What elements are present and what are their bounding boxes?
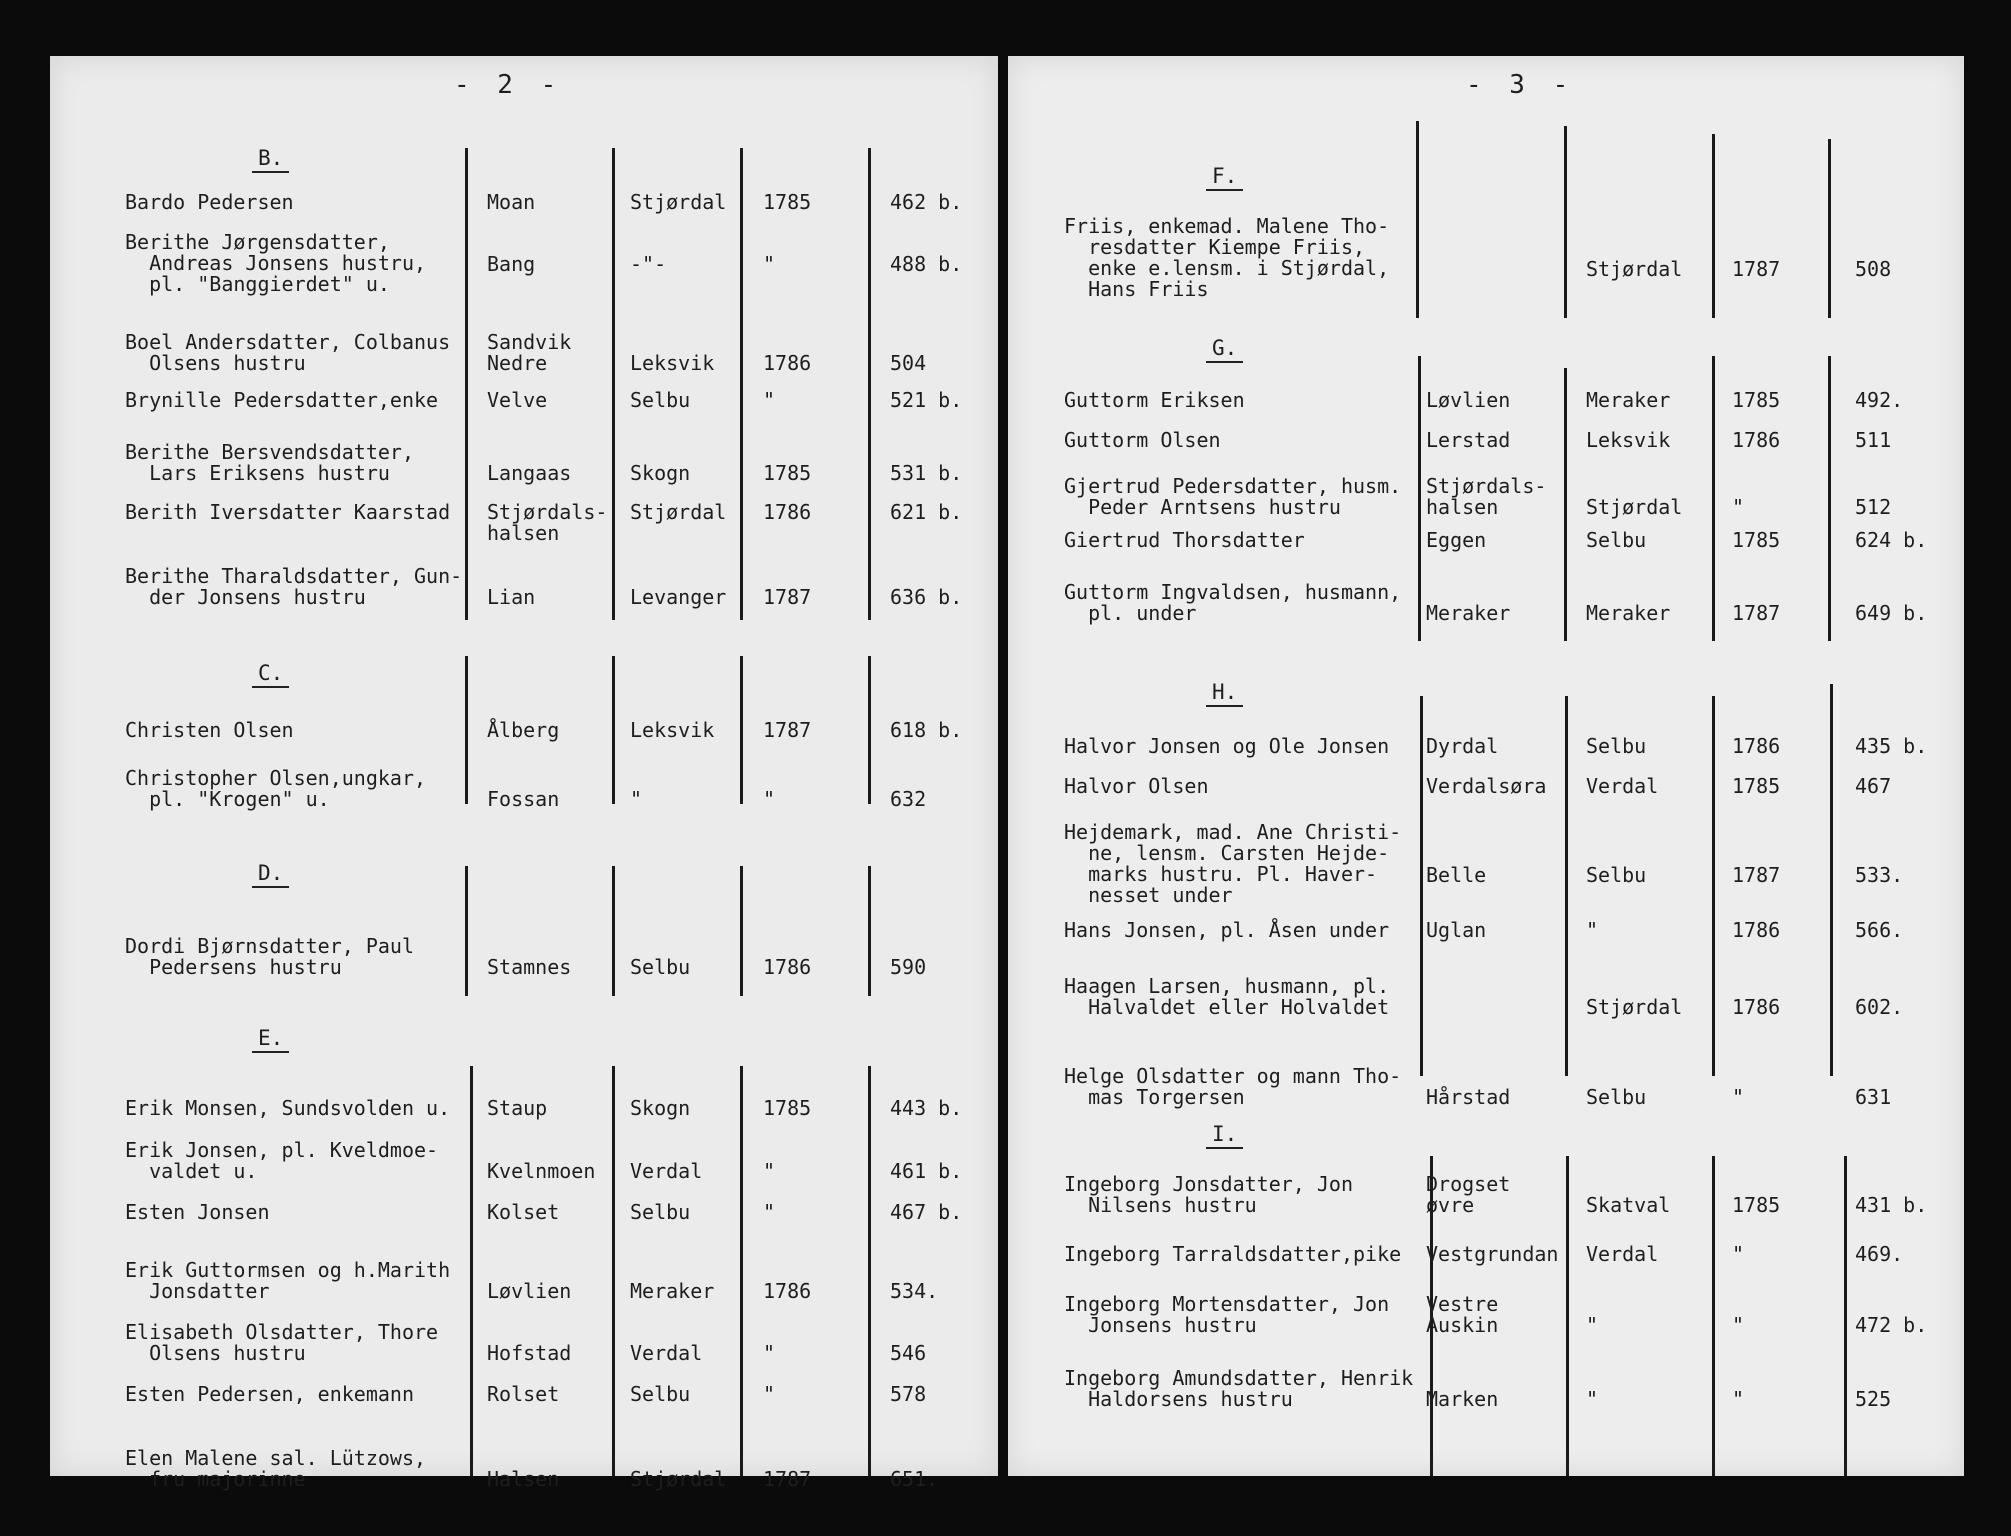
entry-ref: 649 b. (1855, 601, 1928, 625)
entry-parish: Skogn (630, 461, 691, 485)
entry-year: 1786 (1732, 428, 1781, 452)
entry-farm: Bang (487, 252, 536, 276)
entry-parish: Stjørdal (1586, 495, 1683, 519)
column-rule (1828, 139, 1831, 318)
right-page (1008, 56, 1964, 1476)
column-rule (1712, 134, 1715, 318)
entry-farm: Kvelnmoen (487, 1159, 596, 1183)
entry-parish: Selbu (630, 1382, 691, 1406)
entry-name: Gjertrud Pedersdatter, husm. Peder Arntsens hustru (1064, 474, 1402, 519)
column-rule (612, 1066, 615, 1476)
entry-year: 1786 (763, 955, 812, 979)
entry-parish: Meraker (1586, 601, 1671, 625)
column-rule (612, 866, 615, 996)
entry-farm: Ålberg (487, 718, 560, 742)
entry-parish: Stjørdal (630, 190, 727, 214)
entry-ref: 631 (1855, 1085, 1892, 1109)
entry-parish: " (1586, 918, 1599, 942)
entry-ref: 508 (1855, 257, 1892, 281)
entry-year: 1785 (1732, 1193, 1781, 1217)
entry-parish: Selbu (1586, 1085, 1647, 1109)
entry-name: Elisabeth Olsdatter, Thore Olsens hustru (125, 1320, 439, 1365)
entry-farm: Fossan (487, 787, 560, 811)
column-rule (465, 866, 468, 996)
entry-ref: 469. (1855, 1242, 1904, 1266)
entry-year: 1785 (1732, 528, 1781, 552)
entry-farm: Hofstad (487, 1341, 572, 1365)
entry-year: " (1732, 1313, 1745, 1337)
column-rule (1712, 1156, 1715, 1476)
column-rule (1712, 356, 1715, 641)
column-rule (1712, 696, 1715, 1076)
column-rule (1418, 356, 1421, 641)
entry-year: 1787 (763, 1467, 812, 1491)
entry-farm: Vestre Auskin (1426, 1292, 1499, 1337)
column-rule (1564, 368, 1567, 641)
entry-ref: 511 (1855, 428, 1892, 452)
entry-ref: 467 b. (890, 1200, 963, 1224)
entry-farm: Drogset øvre (1426, 1172, 1511, 1217)
entry-year: " (1732, 1387, 1745, 1411)
entry-ref: 534. (890, 1279, 939, 1303)
entry-name: Esten Pedersen, enkemann (125, 1382, 414, 1406)
section-letter-g: G. (1206, 336, 1243, 363)
entry-name: Erik Guttormsen og h.Marith Jonsdatter (125, 1258, 451, 1303)
section-letter-b: B. (252, 146, 289, 173)
entry-year: 1786 (1732, 734, 1781, 758)
entry-year: 1785 (763, 1096, 812, 1120)
entry-parish: Skatval (1586, 1193, 1671, 1217)
entry-year: 1785 (763, 461, 812, 485)
entry-ref: 621 b. (890, 500, 963, 524)
entry-name: Ingeborg Amundsdatter, Henrik Haldorsens hustru (1064, 1366, 1414, 1411)
entry-parish: Stjørdal (630, 500, 727, 524)
entry-name: Ingeborg Jonsdatter, Jon Nilsens hustru (1064, 1172, 1353, 1217)
entry-parish: Stjørdal (1586, 995, 1683, 1019)
entry-name: Helge Olsdatter og mann Tho- mas Torgersen (1064, 1064, 1402, 1109)
entry-year: " (763, 787, 776, 811)
entry-parish: Skogn (630, 1096, 691, 1120)
entry-year: " (1732, 1085, 1745, 1109)
entry-ref: 512 (1855, 495, 1892, 519)
entry-year: 1785 (1732, 774, 1781, 798)
entry-year: " (763, 388, 776, 412)
column-rule (740, 1066, 743, 1476)
column-rule (1830, 684, 1833, 1076)
entry-name: Esten Jonsen (125, 1200, 270, 1224)
entry-ref: 632 (890, 787, 927, 811)
entry-year: 1787 (763, 585, 812, 609)
entry-farm: Eggen (1426, 528, 1487, 552)
entry-parish: Selbu (1586, 528, 1647, 552)
entry-year: " (763, 1341, 776, 1365)
entry-farm: Vestgrundan (1426, 1242, 1559, 1266)
entry-ref: 636 b. (890, 585, 963, 609)
entry-name: Brynille Pedersdatter,enke (125, 388, 439, 412)
entry-name: Berith Iversdatter Kaarstad (125, 500, 451, 524)
entry-ref: 462 b. (890, 190, 963, 214)
entry-name: Berithe Jørgensdatter, Andreas Jonsens hustru, pl. "Banggierdet" u. (125, 230, 427, 296)
entry-ref: 521 b. (890, 388, 963, 412)
entry-parish: Leksvik (630, 718, 715, 742)
column-rule (470, 1066, 473, 1476)
entry-parish: Verdal (630, 1159, 703, 1183)
entry-name: Halvor Jonsen og Ole Jonsen (1064, 734, 1390, 758)
entry-farm: Staup (487, 1096, 548, 1120)
entry-farm: Stamnes (487, 955, 572, 979)
entry-ref: 566. (1855, 918, 1904, 942)
entry-farm: Moan (487, 190, 536, 214)
section-letter-i: I. (1206, 1122, 1243, 1149)
entry-year: " (763, 1382, 776, 1406)
entry-farm: Langaas (487, 461, 572, 485)
entry-parish: Stjørdal (1586, 257, 1683, 281)
column-rule (1566, 1156, 1569, 1476)
entry-name: Guttorm Olsen (1064, 428, 1221, 452)
entry-name: Berithe Tharaldsdatter, Gun- der Jonsens hustru (125, 564, 463, 609)
entry-name: Erik Monsen, Sundsvolden u. (125, 1096, 451, 1120)
entry-farm: Marken (1426, 1387, 1499, 1411)
column-rule (1564, 126, 1567, 318)
entry-ref: 533. (1855, 863, 1904, 887)
entry-ref: 624 b. (1855, 528, 1928, 552)
entry-ref: 431 b. (1855, 1193, 1928, 1217)
entry-year: 1786 (1732, 918, 1781, 942)
entry-ref: 618 b. (890, 718, 963, 742)
entry-ref: 590 (890, 955, 927, 979)
entry-name: Ingeborg Mortensdatter, Jon Jonsens hustru (1064, 1292, 1390, 1337)
entry-parish: Meraker (630, 1279, 715, 1303)
entry-year: " (763, 252, 776, 276)
entry-parish: Selbu (1586, 863, 1647, 887)
column-rule (1565, 696, 1568, 1076)
entry-year: 1786 (763, 351, 812, 375)
entry-year: " (763, 1159, 776, 1183)
entry-farm: Uglan (1426, 918, 1487, 942)
entry-name: Guttorm Ingvaldsen, husmann, pl. under (1064, 580, 1402, 625)
entry-year: " (1732, 1242, 1745, 1266)
entry-name: Christen Olsen (125, 718, 294, 742)
entry-name: Bardo Pedersen (125, 190, 294, 214)
entry-parish: Selbu (630, 388, 691, 412)
entry-year: 1786 (763, 500, 812, 524)
entry-parish: Selbu (630, 955, 691, 979)
entry-parish: Verdal (1586, 774, 1659, 798)
entry-farm: Halsen (487, 1467, 560, 1491)
entry-parish: " (630, 787, 643, 811)
entry-name: Boel Andersdatter, Colbanus Olsens hustru (125, 330, 451, 375)
page-number: - 3 - (1466, 70, 1575, 100)
column-rule (868, 866, 871, 996)
entry-ref: 546 (890, 1341, 927, 1365)
entry-name: Friis, enkemad. Malene Tho- resdatter Kiempe Friis, enke e.lensm. i Stjørdal, Hans Friis (1064, 214, 1390, 301)
entry-name: Christopher Olsen,ungkar, pl. "Krogen" u. (125, 766, 427, 811)
entry-parish: -"- (630, 252, 667, 276)
entry-parish: Leksvik (1586, 428, 1671, 452)
column-rule (1844, 1156, 1847, 1476)
entry-farm: Belle (1426, 863, 1487, 887)
column-rule (740, 656, 743, 804)
entry-name: Hans Jonsen, pl. Åsen under (1064, 918, 1390, 942)
entry-farm: Verdalsøra (1426, 774, 1547, 798)
entry-ref: 525 (1855, 1387, 1892, 1411)
entry-ref: 602. (1855, 995, 1904, 1019)
section-letter-c: C. (252, 661, 289, 688)
entry-year: 1786 (1732, 995, 1781, 1019)
entry-year: " (763, 1200, 776, 1224)
entry-farm: Løvlien (487, 1279, 572, 1303)
entry-name: Erik Jonsen, pl. Kveldmoe- valdet u. (125, 1138, 439, 1183)
entry-year: 1785 (763, 190, 812, 214)
entry-parish: Selbu (630, 1200, 691, 1224)
entry-year: 1785 (1732, 388, 1781, 412)
entry-name: Guttorm Eriksen (1064, 388, 1245, 412)
entry-farm: Lian (487, 585, 536, 609)
column-rule (868, 656, 871, 804)
entry-name: Halvor Olsen (1064, 774, 1209, 798)
entry-ref: 531 b. (890, 461, 963, 485)
column-rule (465, 656, 468, 804)
entry-name: Ingeborg Tarraldsdatter,pike (1064, 1242, 1402, 1266)
entry-ref: 651. (890, 1467, 939, 1491)
entry-name: Giertrud Thorsdatter (1064, 528, 1305, 552)
entry-ref: 504 (890, 351, 927, 375)
entry-farm: Stjørdals- halsen (487, 500, 608, 545)
column-rule (465, 148, 468, 620)
entry-name: Elen Malene sal. Lützows, fru majorinne (125, 1446, 427, 1491)
section-letter-f: F. (1206, 164, 1243, 191)
entry-farm: Sandvik Nedre (487, 330, 572, 375)
entry-parish: Selbu (1586, 734, 1647, 758)
column-rule (868, 1066, 871, 1476)
entry-farm: Hårstad (1426, 1085, 1511, 1109)
entry-parish: Levanger (630, 585, 727, 609)
column-rule (612, 148, 615, 620)
entry-year: 1787 (763, 718, 812, 742)
entry-ref: 488 b. (890, 252, 963, 276)
column-rule (868, 148, 871, 620)
entry-ref: 435 b. (1855, 734, 1928, 758)
entry-parish: Verdal (630, 1341, 703, 1365)
entry-ref: 443 b. (890, 1096, 963, 1120)
entry-farm: Løvlien (1426, 388, 1511, 412)
entry-farm: Dyrdal (1426, 734, 1499, 758)
entry-farm: Rolset (487, 1382, 560, 1406)
section-letter-e: E. (252, 1026, 289, 1053)
left-page (50, 56, 998, 1491)
entry-year: 1787 (1732, 601, 1781, 625)
entry-farm: Kolset (487, 1200, 560, 1224)
entry-parish: Meraker (1586, 388, 1671, 412)
entry-ref: 492. (1855, 388, 1904, 412)
entry-parish: Leksvik (630, 351, 715, 375)
entry-farm: Velve (487, 388, 548, 412)
entry-parish: " (1586, 1313, 1599, 1337)
section-letter-h: H. (1206, 680, 1243, 707)
column-rule (1420, 696, 1423, 1076)
column-rule (1828, 356, 1831, 641)
entry-ref: 467 (1855, 774, 1892, 798)
column-rule (740, 148, 743, 620)
entry-parish: Stjørdal (630, 1467, 727, 1491)
entry-parish: Verdal (1586, 1242, 1659, 1266)
column-rule (1416, 121, 1419, 318)
entry-name: Berithe Bersvendsdatter, Lars Eriksens hustru (125, 440, 414, 485)
entry-year: " (1732, 495, 1745, 519)
entry-ref: 461 b. (890, 1159, 963, 1183)
entry-farm: Meraker (1426, 601, 1511, 625)
entry-farm: Stjørdals- halsen (1426, 474, 1547, 519)
entry-parish: " (1586, 1387, 1599, 1411)
entry-year: 1787 (1732, 863, 1781, 887)
entry-ref: 472 b. (1855, 1313, 1928, 1337)
entry-name: Haagen Larsen, husmann, pl. Halvaldet eller Holvaldet (1064, 974, 1390, 1019)
entry-ref: 578 (890, 1382, 927, 1406)
column-rule (612, 656, 615, 804)
entry-name: Dordi Bjørnsdatter, Paul Pedersens hustru (125, 934, 414, 979)
entry-year: 1786 (763, 1279, 812, 1303)
entry-farm: Lerstad (1426, 428, 1511, 452)
section-letter-d: D. (252, 861, 289, 888)
entry-name: Hejdemark, mad. Ane Christi- ne, lensm. Carsten Hejde- marks hustru. Pl. Haver- nesset under (1064, 820, 1402, 907)
column-rule (740, 866, 743, 996)
page-number: - 2 - (454, 70, 563, 100)
entry-year: 1787 (1732, 257, 1781, 281)
